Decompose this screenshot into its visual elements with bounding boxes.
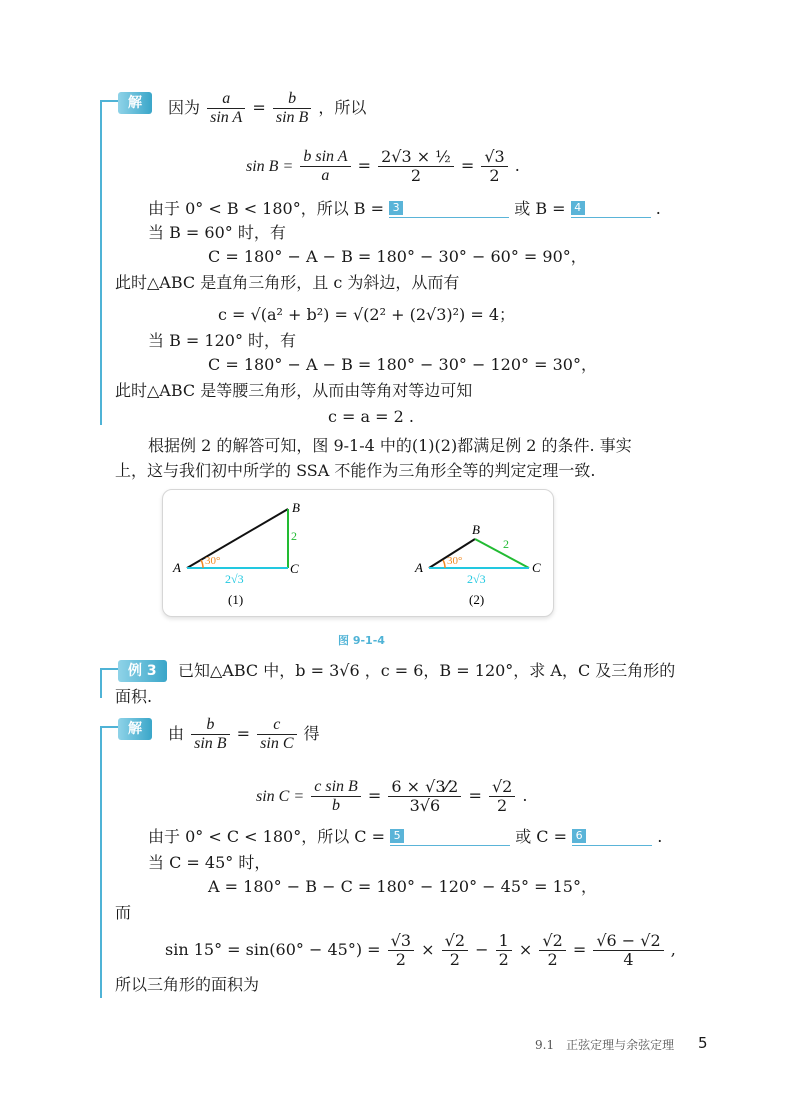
fig1-side-bc-label: 2 (291, 529, 297, 543)
page-number: 5 (698, 1034, 708, 1052)
fig2-side-ac-label: 2√3 (467, 572, 486, 586)
fig1-angle-label: 30° (205, 555, 221, 567)
solution2-line-8: 所以三角形的面积为 (115, 975, 260, 994)
solution-bracket-line (100, 100, 102, 425)
sinC-equation: sin C = $\frac{\text{c sin B}}{b}$ = $\frac{6 \times √3⁄2}{3√6}$ = $\frac{√2}{2}$ . (256, 777, 528, 815)
solution-line-3: 由于 0° < B < 180°，所以 B = 3 或 B = 4 . (148, 199, 661, 218)
solution-line-6: 此时△ABC 是直角三角形，且 c 为斜边，从而有 (115, 273, 460, 292)
solution-line-4: 当 B = 60° 时，有 (148, 223, 286, 242)
example-line-1: 已知△ABC 中，b = 3√6 ，c = 6，B = 120°，求 A，C 及三角形的 (178, 661, 676, 680)
fig1-side-ab (187, 509, 288, 568)
solution2-bracket-top (100, 726, 120, 728)
solution-line-5: C = 180° − A − B = 180° − 30° − 60° = 90°， (208, 247, 587, 266)
solution2-line-1: 由 $\frac{b}{\text{sin B}}$ = $\frac{c}{\text{sin C}}$ 得 (168, 716, 320, 752)
solution-line-11: c = a = 2 . (328, 407, 415, 426)
fill-blank-4[interactable]: 4 (571, 201, 651, 218)
solution-line-9: C = 180° − A − B = 180° − 30° − 120° = 30°， (208, 355, 597, 374)
solution2-tag: 解 (118, 718, 152, 740)
fig1-vertex-b: B (292, 500, 300, 515)
solution2-line-5: A = 180° − B − C = 180° − 120° − 45° = 15°， (208, 877, 597, 896)
figure-caption: 图 9-1-4 (338, 634, 385, 647)
fraction-b-over-sinB: $\frac{b}{\text{sin B}}$ (273, 90, 311, 127)
solution-line-1: 因为 $\frac{a}{\text{sin A}}$ = $\frac{b}{\text{sin B}}$ ，所以 (168, 90, 367, 126)
fig2-angle-arc (443, 560, 445, 568)
triangle-figures (163, 490, 553, 616)
footer-section-title: 9.1 正弦定理与余弦定理 (535, 1038, 675, 1052)
solution-line-8: 当 B = 120° 时，有 (148, 331, 297, 350)
fig1-caption: (1) (228, 592, 244, 607)
solution-bracket-top (100, 100, 120, 102)
example-bracket-line (100, 668, 102, 698)
paragraph-line-1: 根据例 2 的解答可知，图 9-1-4 中的(1)(2)都满足例 2 的条件. 事实 (148, 436, 632, 455)
solution-line-10: 此时△ABC 是等腰三角形，从而由等角对等边可知 (115, 381, 473, 400)
fig1-vertex-a: A (173, 560, 181, 575)
fig1-vertex-c: C (290, 561, 299, 576)
fill-blank-3[interactable]: 3 (389, 201, 509, 218)
fig2-side-bc-label: 2 (503, 537, 509, 551)
fig2-vertex-c: C (532, 560, 541, 575)
solution-tag: 解 (118, 92, 152, 114)
solution2-line-3: 由于 0° < C < 180°，所以 C = 5 或 C = 6 . (148, 827, 663, 846)
fig1-side-ac-label: 2√3 (225, 572, 244, 586)
fig1-angle-arc (201, 560, 203, 568)
fig2-vertex-b: B (472, 522, 480, 537)
paragraph-line-2: 上，这与我们初中所学的 SSA 不能作为三角形全等的判定定理一致. (115, 461, 596, 480)
sin15-equation: sin 15° = sin(60° − 45°) = $\frac{√3}{2}$ × $\frac{√2}{2}$ − $\frac{1}{2}$ × $\frac{√2}{2}$ = $\frac{√6 - √2}{4}$ , (165, 931, 676, 969)
fill-blank-6[interactable]: 6 (572, 829, 652, 846)
example-bracket-top (100, 668, 120, 670)
fig2-side-bc (475, 539, 529, 568)
sinB-equation: sin B = $\frac{\text{b sin A}}{a}$ = $\frac{\text{2√3 × ½}}{2}$ = $\frac{√3}{2}$ . (246, 147, 520, 185)
solution2-bracket-line (100, 726, 102, 998)
fraction-a-over-sinA: $\frac{a}{\text{sin A}}$ (207, 90, 245, 127)
fig2-caption: (2) (469, 592, 485, 607)
solution2-line-6: 而 (115, 903, 132, 922)
figure-box (162, 489, 554, 617)
example-line-2: 面积. (115, 687, 153, 706)
fig2-vertex-a: A (415, 560, 423, 575)
solution-line-7: c = √(a² + b²) = √(2² + (2√3)²) = 4； (218, 305, 516, 324)
solution2-line-4: 当 C = 45° 时， (148, 853, 271, 872)
fig2-angle-label: 30° (447, 555, 463, 567)
example-tag: 例 3 (118, 660, 167, 682)
fill-blank-5[interactable]: 5 (390, 829, 510, 846)
